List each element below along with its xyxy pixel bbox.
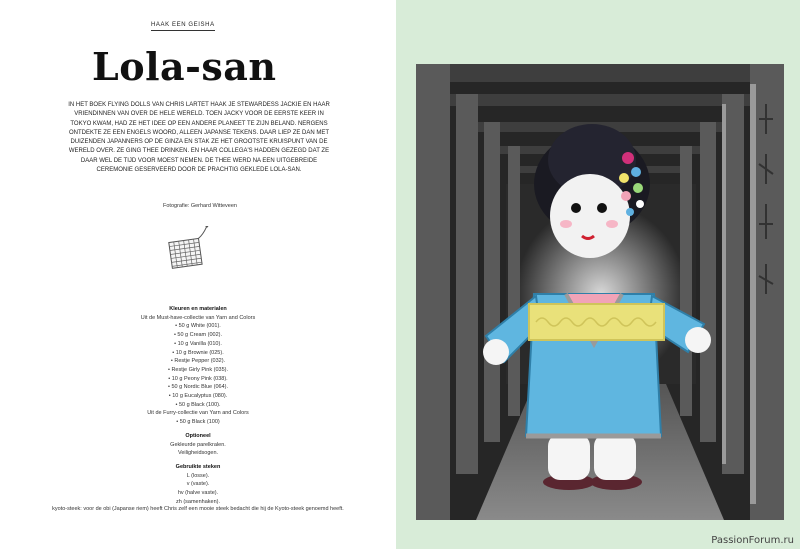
stitch-item: zh (samenhaken).	[175, 498, 221, 505]
site-watermark: PassionForum.ru	[711, 535, 794, 546]
optional-item: Gekleurde parelkralen.	[170, 441, 226, 448]
crochet-swatch-icon	[158, 226, 218, 274]
materials-source-1: Uit de Must-have-collectie van Yarn and Colors	[140, 314, 256, 321]
stitch-item: L (losse).	[186, 472, 210, 479]
materials-list	[28, 305, 368, 506]
materials-source-2: Uit de Furry-collectie van Yarn and Colors	[147, 410, 249, 417]
section-kicker: HAAK EEN GEISHA	[151, 22, 215, 31]
material-item: • 50 g White (001).	[175, 323, 221, 330]
stitch-item: hv (halve vaste).	[177, 490, 219, 497]
material-item: • 50 g Black (100).	[175, 401, 221, 408]
geisha-doll-photo	[416, 64, 784, 520]
material-item: • 10 g Eucalyptus (080).	[168, 393, 228, 400]
materials-heading: Kleuren en materialen	[169, 306, 227, 312]
material-item: • 50 g Black (100)	[176, 419, 220, 426]
optional-heading: Optioneel	[185, 432, 211, 439]
page-title: Lola-san	[92, 44, 277, 89]
material-item: • Restje Girly Pink (035).	[168, 366, 228, 373]
material-item: • 50 g Nordic Blue (064).	[167, 384, 228, 391]
material-item: • Restje Pepper (032).	[170, 358, 226, 365]
material-item: • 10 g Peony Pink (038).	[168, 375, 228, 382]
intro-paragraph: IN HET BOEK FLYING DOLLS VAN CHRIS LARTET HAAK JE STEWARDESS JACKIE EN HAAR VRIENDINNEN VAN OVER DE HELE WERELD. TOEN JACKY VOOR DE EERSTE KEER IN TOKYO KWAM, HAD ZE HET IDEE OP EEN ANDERE PLANEET TE ZIJN BELAND. NERGENS ONTDEKTE ZE EEN ENGELS WOORD, ALLEEN JAPANSE TEKENS. DAAR LIEP ZE DAN MET DUIZENDEN JAPANNERS OP DE GINZA EN STAK ZE HET GROOTSTE KRUISPUNT VAN DE WERELD OVER. ZE GING THEE DRINKEN. EN HAAR COLLEGA'S HADDEN GEZEGD DAT ZE DAAR WEL DE TIJD VOOR MOEST NEMEN. DE THEE WERD NA EEN UITGEBREIDE CEREMONIE GESERVEERD DOOR DE PRACHTIG GEKLEDE LOLA-SAN.	[68, 102, 330, 174]
kyoto-stitch-note: kyoto-steek: voor de obi (Japanse riem) heeft Chris zelf een mooie steek bedacht die hij de Kyoto-steek genoemd heeft.	[52, 506, 344, 512]
material-item: • 10 g Vanilla (010).	[174, 340, 222, 347]
material-item: • 10 g Brownie (025).	[172, 349, 224, 356]
stitch-item: v (vaste).	[186, 481, 210, 488]
left-page	[0, 0, 396, 549]
photo-credit: Fotografie: Gerhard Witteveen	[163, 203, 237, 209]
material-item: • 50 g Cream (002).	[173, 332, 223, 339]
stitches-heading: Gebruikte steken	[175, 463, 221, 470]
optional-item: Veiligheidsogen.	[177, 450, 219, 457]
